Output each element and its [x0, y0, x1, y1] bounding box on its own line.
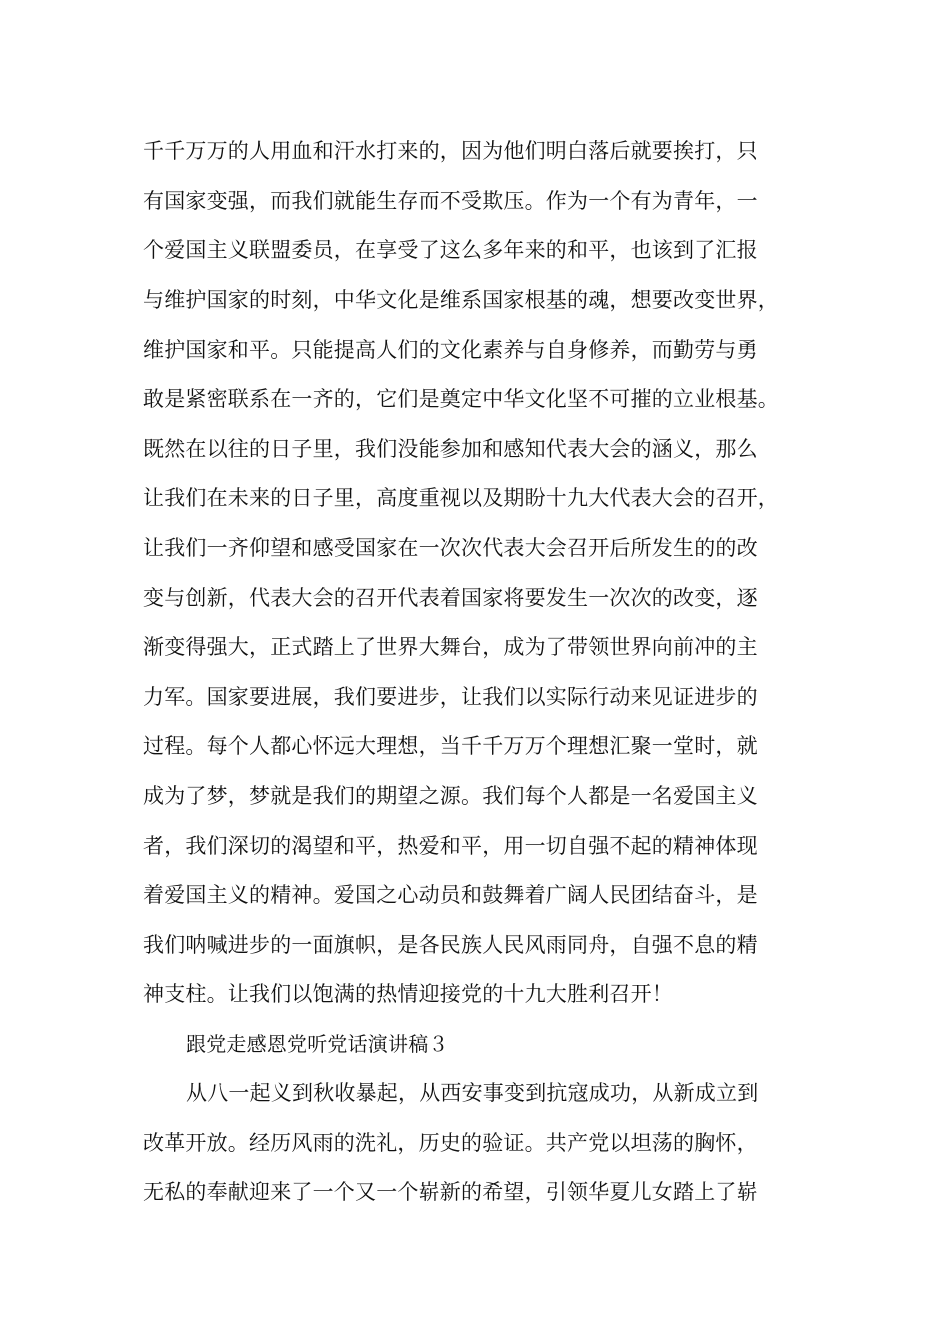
body-line-18: 神支柱。让我们以饱满的热情迎接党的十九大胜利召开！	[143, 982, 673, 1006]
body-line-7: 既然在以往的日子里，我们没能参加和感知代表大会的涵义，那么	[143, 437, 758, 461]
body-line-8: 让我们在未来的日子里，高度重视以及期盼十九大代表大会的召开，	[143, 486, 779, 510]
body-line-12: 力军。国家要进展，我们要进步，让我们以实际行动来见证进步的	[143, 685, 758, 709]
body-line-1: 千千万万的人用血和汗水打来的，因为他们明白落后就要挨打，只	[143, 139, 758, 163]
section-heading: 跟党走感恩党听党话演讲稿３	[186, 1032, 449, 1056]
body-line-5: 维护国家和平。只能提高人们的文化素养与自身修养，而勤劳与勇	[143, 338, 758, 362]
body-line-4: 与维护国家的时刻，中华文化是维系国家根基的魂，想要改变世界，	[143, 288, 779, 312]
section-line-1: 从八一起义到秋收暴起，从西安事变到抗寇成功，从新成立到	[186, 1081, 759, 1105]
body-line-10: 变与创新，代表大会的召开代表着国家将要发生一次次的改变，逐	[143, 586, 758, 610]
section-line-2: 改革开放。经历风雨的洗礼，历史的验证。共产党以坦荡的胸怀，	[143, 1131, 758, 1155]
body-line-17: 我们呐喊进步的一面旗帜，是各民族人民风雨同舟，自强不息的精	[143, 933, 758, 957]
section-line-3: 无私的奉献迎来了一个又一个崭新的希望，引领华夏儿女踏上了崭	[143, 1180, 758, 1204]
body-line-11: 渐变得强大，正式踏上了世界大舞台，成为了带领世界向前冲的主	[143, 635, 758, 659]
body-line-2: 有国家变强，而我们就能生存而不受欺压。作为一个有为青年，一	[143, 189, 758, 213]
body-line-14: 成为了梦，梦就是我们的期望之源。我们每个人都是一名爱国主义	[143, 784, 758, 808]
body-line-16: 着爱国主义的精神。爱国之心动员和鼓舞着广阔人民团结奋斗，是	[143, 883, 758, 907]
body-line-3: 个爱国主义联盟委员，在享受了这么多年来的和平，也该到了汇报	[143, 238, 758, 262]
body-line-9: 让我们一齐仰望和感受国家在一次次代表大会召开后所发生的的改	[143, 536, 758, 560]
body-line-13: 过程。每个人都心怀远大理想，当千千万万个理想汇聚一堂时，就	[143, 734, 758, 758]
body-line-15: 者，我们深切的渴望和平，热爱和平，用一切自强不起的精神体现	[143, 834, 758, 858]
body-line-6: 敢是紧密联系在一齐的，它们是奠定中华文化坚不可摧的立业根基。	[143, 387, 779, 411]
